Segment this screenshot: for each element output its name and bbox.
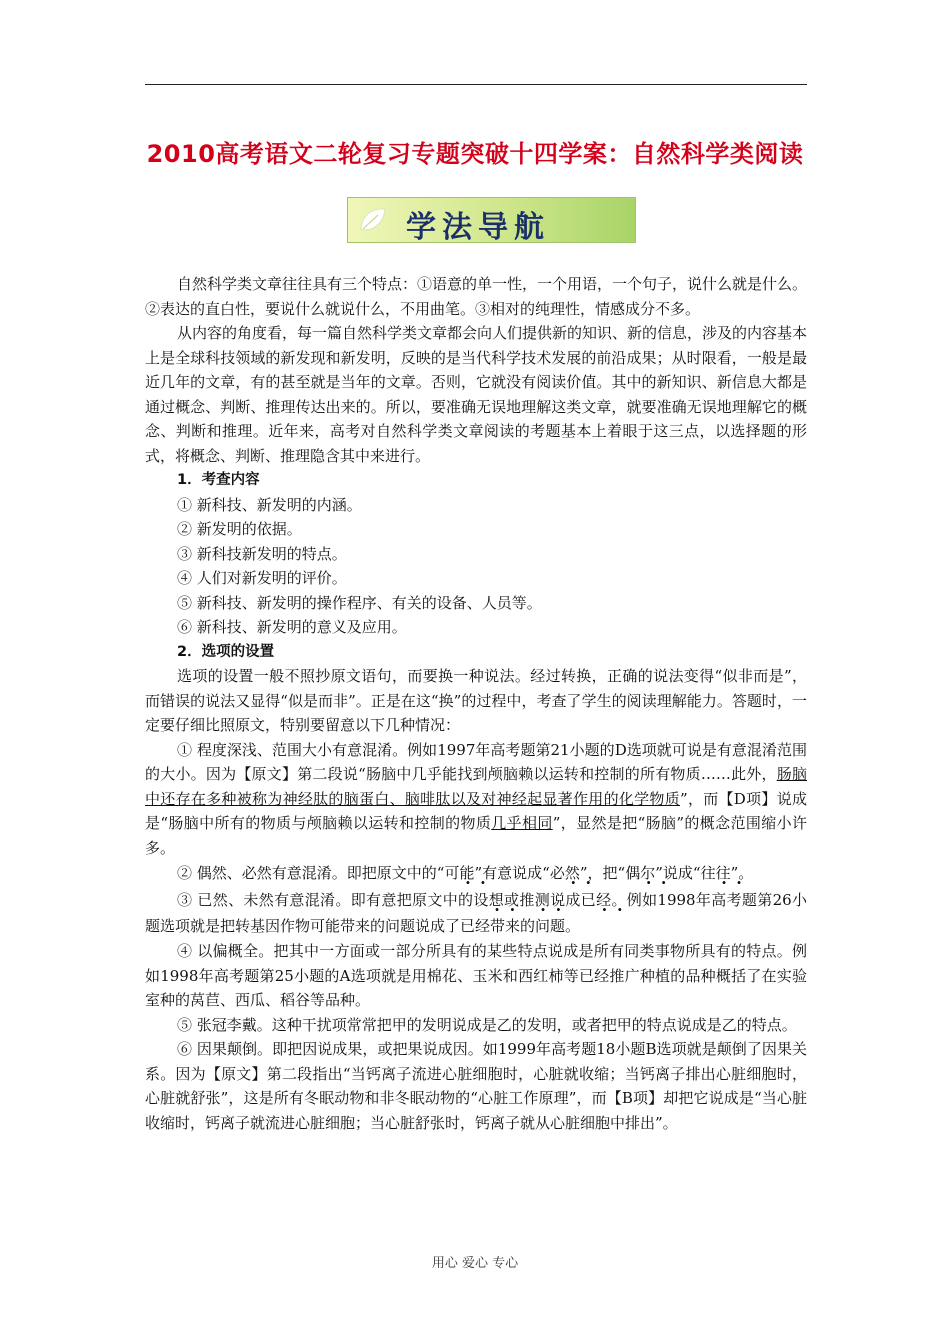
case-paragraph: ⑤ 张冠李戴。这种干扰项常常把甲的发明说成是乙的发明，或者把甲的特点说成是乙的特点。 xyxy=(177,1015,797,1034)
article-body xyxy=(145,272,807,1135)
emphasis-char: 往 xyxy=(700,864,716,882)
emphasis-char: 测 xyxy=(534,891,551,909)
text-run: ① 程度深浅、范围大小有意混淆。例如1997年高考题第21小题的D选项就可说是有意混淆范围的大小。因为【原文】第二段说“肠脑中几乎能找到颅脑赖以运转和控制的所有物质……此外， xyxy=(145,740,807,783)
dotted-emphasis xyxy=(625,864,655,882)
emphasis-char: 可 xyxy=(444,864,460,882)
banner-title: 学法导航 xyxy=(406,210,550,245)
list-item: ⑥ 新科技、新发明的意义及应用。 xyxy=(177,618,407,636)
section-banner xyxy=(347,197,636,243)
section-heading: 1．考查内容 xyxy=(177,472,260,488)
text-run: ”，而【D项】说成是“肠脑中所有的物质与颅脑赖以运转和控制的物质 xyxy=(145,789,807,832)
emphasis-char: 必 xyxy=(549,864,565,882)
dotted-emphasis xyxy=(473,891,504,909)
text-run: 或 xyxy=(504,891,520,909)
emphasis-char: 往 xyxy=(715,864,731,882)
emphasis-char: 设 xyxy=(473,891,489,909)
emphasis-char: 想 xyxy=(488,891,505,909)
page-title: 2010高考语文二轮复习专题突破十四学案：自然科学类阅读 xyxy=(146,140,804,168)
emphasis-char: 偶 xyxy=(625,864,641,882)
underlined-quote: 几乎相同 xyxy=(491,814,553,832)
text-run: 。例如1998年高考题第26小题选项就是把转基因作物可能带来的问题说成了已经带来的问题。 xyxy=(145,891,807,935)
header-rule xyxy=(145,84,807,85)
section-paragraph: 选项的设置一般不照抄原文语句，而要换一种说法。经过转换，正确的说法变得“似非而是”，而错误的说法又显得“似是而非”。正是在这“换”的过程中，考查了学生的阅读理解能力。答题时，一定要仔细比照原文，特别要留意以下几种情况： xyxy=(145,667,807,734)
list-item: ⑤ 新科技、新发明的操作程序、有关的设备、人员等。 xyxy=(177,593,542,612)
page-footer: 用心 爱心 专心 xyxy=(431,1256,519,1271)
emphasis-char: 已 xyxy=(580,891,597,909)
leaf-icon xyxy=(358,205,388,235)
text-run: ”。 xyxy=(730,864,754,882)
case-paragraph xyxy=(145,860,807,887)
text-run: ② 偶然、必然有意混淆。即把原文中的“ xyxy=(177,864,445,882)
list-item: ③ 新科技新发明的特点。 xyxy=(177,544,347,563)
intro-paragraph: 自然科学类文章往往具有三个特点：①语意的单一性，一个用语，一个句子，说什么就是什么。②表达的直白性，要说什么就说什么，不用曲笔。③相对的纯理性，情感成分不多。 xyxy=(145,275,808,318)
dotted-emphasis xyxy=(550,864,580,882)
emphasis-char: 推 xyxy=(519,891,535,909)
intro-paragraph: 从内容的角度看，每一篇自然科学类文章都会向人们提供新的知识、新的信息，涉及的内容基本上是全球科技领域的新发现和新发明，反映的是当代科学技术发展的前沿成果；从时限看，一般是最近几年的文章，有的甚至就是当年的文章。否则，它就没有阅读价值。其中的新知识、新信息大都是通过概念、判断、推理传达出来的。所以，要准确无误地理解这类文章，就要准确无误地理解它的概念、判断和推理。近年来，高考对自然科学类文章阅读的考题基本上着眼于这三点，以选择题的形式，将概念、判断、推理隐含其中来进行。 xyxy=(145,324,808,465)
text-run: ③ 已然、未然有意混淆。即有意把原文中的 xyxy=(177,891,474,909)
case-paragraph: ④ 以偏概全。把其中一方面或一部分所具有的某些特点说成是所有同类事物所具有的特点。例如1998年高考题第25小题的A选项就是用棉花、玉米和西红柿等已经推广种植的品种概括了在实验室种的莴苣、西瓜、稻谷等品种。 xyxy=(145,942,807,1009)
dotted-emphasis xyxy=(444,864,474,882)
text-run: 说成 xyxy=(550,891,581,909)
text-run: ”，把“ xyxy=(579,864,626,882)
case-paragraph xyxy=(145,738,807,861)
emphasis-char: 尔 xyxy=(640,864,656,882)
dotted-emphasis xyxy=(701,864,731,882)
list-item: ④ 人们对新发明的评价。 xyxy=(177,569,347,587)
text-run: ”说成“ xyxy=(655,864,701,882)
text-run: ”，显然是把“肠脑”的概念范围缩小许多。 xyxy=(145,814,807,857)
emphasis-char: 能 xyxy=(459,864,475,882)
dotted-emphasis xyxy=(519,891,550,909)
list-item: ① 新科技、新发明的内涵。 xyxy=(177,495,362,514)
underlined-quote: 肠脑中还存在多种被称为神经肽的脑蛋白、脑啡肽以及对神经起显著作用的化学物质 xyxy=(145,765,807,808)
section-heading: 2．选项的设置 xyxy=(177,643,275,660)
emphasis-char: 经 xyxy=(596,891,612,909)
dotted-emphasis xyxy=(581,891,612,909)
list-item: ② 新发明的依据。 xyxy=(177,520,302,538)
text-run: ”有意说成“ xyxy=(474,864,550,882)
emphasis-char: 然 xyxy=(564,864,580,882)
case-paragraph: ⑥ 因果颠倒。即把因说成果，或把果说成因。如1999年高考题18小题B选项就是颠倒了因果关系。因为【原文】第二段指出“当钙离子流进心脏细胞时，心脏就收缩；当钙离子排出心脏细胞时，心脏就舒张”，这是所有冬眠动物和非冬眠动物的“心脏工作原理”，而【B项】却把它说成是“当心脏收缩时，钙离子就流进心脏细胞；当心脏舒张时，钙离子就从心脏细胞中排出”。 xyxy=(145,1040,807,1132)
